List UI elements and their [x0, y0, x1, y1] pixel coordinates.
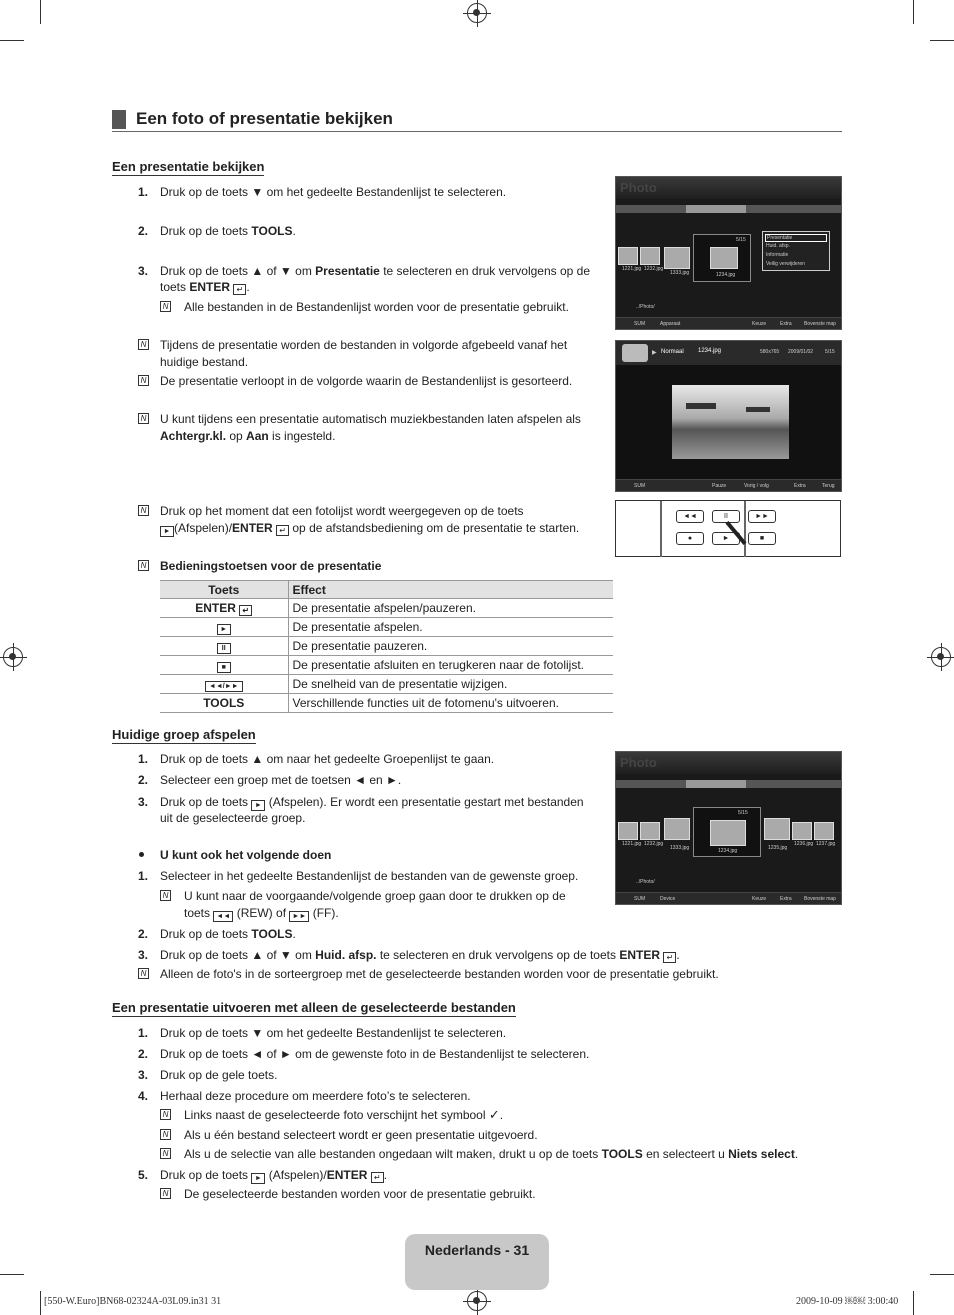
- pause-button: II: [712, 510, 740, 523]
- note-text: Als u de selectie van alle bestanden ongedaan wilt maken, drukt u op de toets TOOLS en selecteert u Niets select.: [184, 1147, 799, 1161]
- table-cell: De presentatie afspelen.: [288, 618, 613, 637]
- registration-mark-icon: [467, 1291, 487, 1311]
- step-text: Druk op de toets TOOLS.: [160, 224, 296, 238]
- table-cell-key: [160, 656, 288, 675]
- table-header: Effect: [288, 581, 613, 599]
- photo-thumbnail: [664, 818, 690, 840]
- tv-screen-slideshow: [615, 340, 842, 492]
- remote-edge: [660, 501, 662, 557]
- step-text: Druk op de gele toets.: [160, 1068, 278, 1082]
- note-icon: N: [138, 968, 149, 979]
- crop-mark: [40, 0, 41, 24]
- footer-label: Keuze: [752, 896, 767, 902]
- rew-button: ◄◄: [676, 510, 704, 523]
- file-name: 1234.jpg: [718, 848, 738, 854]
- table-cell: De presentatie afsluiten en terugkeren naar de fotolijst.: [288, 656, 613, 675]
- photo-hut-roof: [686, 403, 716, 409]
- note-text: U kunt naar de voorgaande/volgende groep gaan door te drukken op de: [184, 889, 566, 903]
- step-number: 3.: [138, 1068, 149, 1082]
- note-icon: N: [160, 301, 171, 312]
- note-icon: N: [160, 1148, 171, 1159]
- bullet-text: U kunt ook het volgende doen: [160, 848, 332, 862]
- tv-screen-photo-group: [615, 751, 842, 905]
- footer-label: SUM: [634, 896, 646, 902]
- step-text: Selecteer een groep met de toetsen ◄ en ►.: [160, 773, 402, 787]
- tools-menu[interactable]: [762, 231, 830, 271]
- note-text: Alleen de foto's in de sorteergroep met de geselecteerde bestanden worden voor de presentatie gebruikt.: [160, 967, 719, 981]
- step-text: Selecteer in het gedeelte Bestandenlijst de bestanden van de gewenste groep.: [160, 869, 579, 883]
- bullet-icon: [139, 852, 144, 857]
- registration-mark-icon: [3, 647, 23, 667]
- enter-icon: ↵: [371, 1172, 384, 1183]
- note-text: Druk op het moment dat een fotolijst wordt weergegeven op de toets: [160, 504, 524, 518]
- photo-thumbnail: [710, 820, 746, 846]
- table-cell: Verschillende functies uit de fotomenu's uitvoeren.: [288, 694, 613, 713]
- footer-label: Device: [660, 896, 676, 902]
- note-text: Links naast de geselecteerde foto verschijnt het symbool ✓.: [184, 1107, 504, 1122]
- step-number: 2.: [138, 773, 149, 787]
- photo-thumbnail: [814, 822, 834, 840]
- screen-footer: [616, 892, 841, 904]
- note-text: Tijdens de presentatie worden de bestanden in volgorde afgebeeld vanaf het: [160, 338, 568, 352]
- crop-mark: [0, 40, 24, 41]
- footer-label: Extra: [794, 483, 806, 489]
- step-number: 3.: [138, 795, 149, 809]
- file-name: 1236.jpg: [794, 841, 814, 847]
- folder-path: ../Photo/: [636, 879, 655, 885]
- step-number: 1.: [138, 1026, 149, 1040]
- screen-header: [616, 752, 841, 774]
- file-counter: 5/15: [738, 810, 748, 816]
- selected-file-frame: [693, 234, 751, 282]
- page-number: Nederlands - 31: [424, 1242, 530, 1258]
- table-cell: De presentatie afspelen/pauzeren.: [288, 599, 613, 618]
- screen-title: Photo: [620, 180, 657, 195]
- step-number: 2.: [138, 224, 149, 238]
- file-name: 1333.jpg: [670, 845, 690, 851]
- step-text: toets ENTER ↵ .: [160, 280, 250, 294]
- footer-label: Terug: [822, 483, 835, 489]
- table-cell-key: ENTER ↵: [160, 599, 288, 618]
- footer-label: SUM: [634, 483, 646, 489]
- page-title: Een foto of presentatie bekijken: [136, 109, 393, 128]
- enter-icon: ↵: [276, 525, 289, 536]
- table-cell-key: TOOLS: [160, 694, 288, 713]
- photo-hut-roof: [746, 407, 770, 412]
- table-row: [160, 675, 613, 694]
- table-row: [160, 599, 613, 618]
- page-number-tab: [405, 1234, 549, 1290]
- footer-label: Apparaat: [660, 321, 681, 327]
- table-row: [160, 656, 613, 675]
- step-number: 2.: [138, 927, 149, 941]
- folder-path: ../Photo/: [636, 304, 655, 310]
- enter-icon: ↵: [663, 952, 676, 963]
- step-text: Druk op de toets TOOLS.: [160, 927, 296, 941]
- note-text: De geselecteerde bestanden worden voor de presentatie gebruikt.: [184, 1187, 536, 1201]
- step-text: Druk op de toets ► (Afspelen). Er wordt een presentatie gestart met bestanden: [160, 795, 584, 809]
- menu-item-presentatie[interactable]: Presentatie: [765, 234, 827, 242]
- note-text: Als u één bestand selecteert wordt er geen presentatie uitgevoerd.: [184, 1128, 538, 1142]
- menu-item-informatie[interactable]: Informatie: [766, 252, 789, 258]
- screen-header: [616, 177, 841, 199]
- slideshow-header: [616, 341, 841, 365]
- footer-label: Keuze: [752, 321, 767, 327]
- step-text: Druk op de toets ▼ om het gedeelte Bestandenlijst te selecteren.: [160, 185, 507, 199]
- step-number: 2.: [138, 1047, 149, 1061]
- remote-control-illustration: [615, 500, 841, 557]
- screen-footer: [616, 317, 841, 329]
- step-text: Herhaal deze procedure om meerdere foto’s te selecteren.: [160, 1089, 471, 1103]
- photo-app-icon: [622, 344, 648, 362]
- ff-icon: ►►: [289, 911, 309, 922]
- step-text: Druk op de toets ▼ om het gedeelte Bestandenlijst te selecteren.: [160, 1026, 507, 1040]
- photo-thumbnail: [664, 247, 690, 269]
- rew-ff-icon: ◄◄/►►: [205, 681, 243, 692]
- play-icon: ►: [217, 624, 231, 635]
- table-cell-key: [160, 618, 288, 637]
- page-title-bar: [112, 108, 842, 132]
- step-text: Druk op de toets ◄ of ► om de gewenste foto in de Bestandenlijst te selecteren.: [160, 1047, 590, 1061]
- step-number: 1.: [138, 185, 149, 199]
- note-icon: N: [160, 1129, 171, 1140]
- step-text: Druk op de toets ▲ of ▼ om Presentatie te selecteren en druk vervolgens op de: [160, 264, 590, 278]
- note-icon: N: [160, 1188, 171, 1199]
- note-icon: N: [160, 890, 171, 901]
- play-icon: ►: [251, 800, 265, 811]
- footer-label: Extra: [780, 321, 792, 327]
- stop-button: ■: [748, 532, 776, 545]
- table-row: [160, 637, 613, 656]
- note-text: U kunt tijdens een presentatie automatisch muziekbestanden laten afspelen als: [160, 412, 581, 426]
- note-text: ► (Afspelen)/ENTER ↵ op de afstandsbediening om de presentatie te starten.: [160, 520, 579, 537]
- note-icon: N: [138, 505, 149, 516]
- table-header-row: [160, 581, 613, 599]
- step-number: 5.: [138, 1168, 149, 1182]
- step-text: uit de geselecteerde groep.: [160, 811, 306, 825]
- note-icon: N: [138, 339, 149, 350]
- controls-table: [160, 580, 613, 713]
- registration-mark-icon: [467, 3, 487, 23]
- file-name: 1232.jpg: [644, 841, 664, 847]
- table-row: [160, 618, 613, 637]
- play-button: ►: [712, 532, 740, 545]
- file-name: 1237.jpg: [816, 841, 836, 847]
- enter-icon: ↵: [239, 605, 252, 616]
- file-name: 1234.jpg: [716, 272, 736, 278]
- screen-footer: [616, 479, 841, 491]
- note-text: huidige bestand.: [160, 355, 249, 369]
- section-heading-current-group: Huidige groep afspelen: [112, 727, 256, 742]
- crop-mark: [0, 1274, 24, 1275]
- timeline-selected: [686, 780, 746, 788]
- play-icon: ►: [160, 526, 174, 537]
- note-text: Bedieningstoetsen voor de presentatie: [160, 559, 382, 573]
- title-marker: [112, 110, 126, 129]
- file-name: 1333.jpg: [670, 270, 690, 276]
- step-text: Druk op de toets ▲ om naar het gedeelte Groepenlijst te gaan.: [160, 752, 495, 766]
- step-text: Druk op de toets ▲ of ▼ om Huid. afsp. te selecteren en druk vervolgens op de toets ENTER ↵ .: [160, 948, 680, 962]
- footer-label: Bovenste map: [804, 321, 836, 327]
- crop-mark: [913, 0, 914, 24]
- crop-mark: [930, 1274, 954, 1275]
- remote-edge: [744, 501, 746, 557]
- photo-thumbnail: [640, 247, 660, 265]
- table-cell-key: [160, 637, 288, 656]
- note-text: Alle bestanden in de Bestandenlijst worden voor de presentatie gebruikt.: [184, 300, 569, 314]
- file-name: 1221.jpg: [622, 841, 642, 847]
- step-number: 3.: [138, 264, 149, 278]
- stop-icon: ■: [217, 662, 231, 673]
- checkmark-icon: ✓: [488, 1107, 500, 1122]
- file-name: 1235.jpg: [768, 845, 788, 851]
- play-mode-icon: ▶: [652, 350, 657, 356]
- note-icon: N: [138, 375, 149, 386]
- print-info-right: 2009-10-09 ￼￼ 3:00:40: [796, 1296, 899, 1307]
- footer-label: Vorig / volg: [744, 483, 769, 489]
- step-number: 3.: [138, 948, 149, 962]
- resolution: 580x765: [760, 349, 780, 355]
- photo-thumbnail: [792, 822, 812, 840]
- table-header: Toets: [160, 581, 288, 599]
- photo-thumbnail: [640, 822, 660, 840]
- file-counter: 5/15: [825, 349, 835, 355]
- file-counter: 5/15: [736, 237, 746, 243]
- rew-icon: ◄◄: [213, 911, 233, 922]
- file-name: 1234.jpg: [698, 348, 722, 354]
- note-icon: N: [160, 1109, 171, 1120]
- photo-thumbnail: [618, 822, 638, 840]
- footer-label: Pauze: [712, 483, 727, 489]
- ff-button: ►►: [748, 510, 776, 523]
- footer-label: Extra: [780, 896, 792, 902]
- section-heading-presentation: Een presentatie bekijken: [112, 159, 265, 174]
- screen-title: Photo: [620, 755, 657, 770]
- crop-mark: [40, 1291, 41, 1315]
- play-icon: ►: [251, 1173, 265, 1184]
- tv-screen-photo-menu: [615, 176, 842, 330]
- crop-mark: [930, 40, 954, 41]
- table-cell: De snelheid van de presentatie wijzigen.: [288, 675, 613, 694]
- table-cell: De presentatie pauzeren.: [288, 637, 613, 656]
- record-button: ●: [676, 532, 704, 545]
- step-number: 1.: [138, 752, 149, 766]
- footer-label: Bovenste map: [804, 896, 836, 902]
- menu-item-veilig-verwijderen[interactable]: Veilig verwijderen: [766, 261, 805, 267]
- note-text: De presentatie verloopt in de volgorde waarin de Bestandenlijst is gesorteerd.: [160, 374, 573, 388]
- play-mode: Normaal: [661, 349, 684, 355]
- note-text: toets ◄◄ (REW) of ►► (FF).: [184, 906, 339, 920]
- footer-label: SUM: [634, 321, 646, 327]
- crop-mark: [913, 1291, 914, 1315]
- slideshow-photo: [672, 385, 789, 459]
- file-name: 1221.jpg: [622, 266, 642, 272]
- menu-item-huid-afsp[interactable]: Huid. afsp.: [766, 243, 790, 249]
- enter-icon: ↵: [233, 284, 246, 295]
- timeline-selected: [686, 205, 746, 213]
- table-cell-key: [160, 675, 288, 694]
- table-row: [160, 694, 613, 713]
- step-number: 4.: [138, 1089, 149, 1103]
- photo-thumbnail: [618, 247, 638, 265]
- note-icon: N: [138, 413, 149, 424]
- photo-thumbnail: [710, 247, 738, 269]
- file-name: 1232.jpg: [644, 266, 664, 272]
- section-heading-selected-files: Een presentatie uitvoeren met alleen de geselecteerde bestanden: [112, 1000, 516, 1015]
- print-info-left: [550-W.Euro]BN68-02324A-03L09.in31 31: [44, 1296, 222, 1307]
- pause-icon: II: [217, 643, 231, 654]
- photo-thumbnail: [764, 818, 790, 840]
- step-number: 1.: [138, 869, 149, 883]
- note-text: Achtergr.kl. op Aan is ingesteld.: [160, 429, 336, 443]
- registration-mark-icon: [931, 647, 951, 667]
- step-text: Druk op de toets ► (Afspelen)/ENTER ↵ .: [160, 1168, 388, 1182]
- note-icon: N: [138, 560, 149, 571]
- date: 2009/01/02: [788, 349, 814, 355]
- selected-file-frame: [693, 807, 761, 857]
